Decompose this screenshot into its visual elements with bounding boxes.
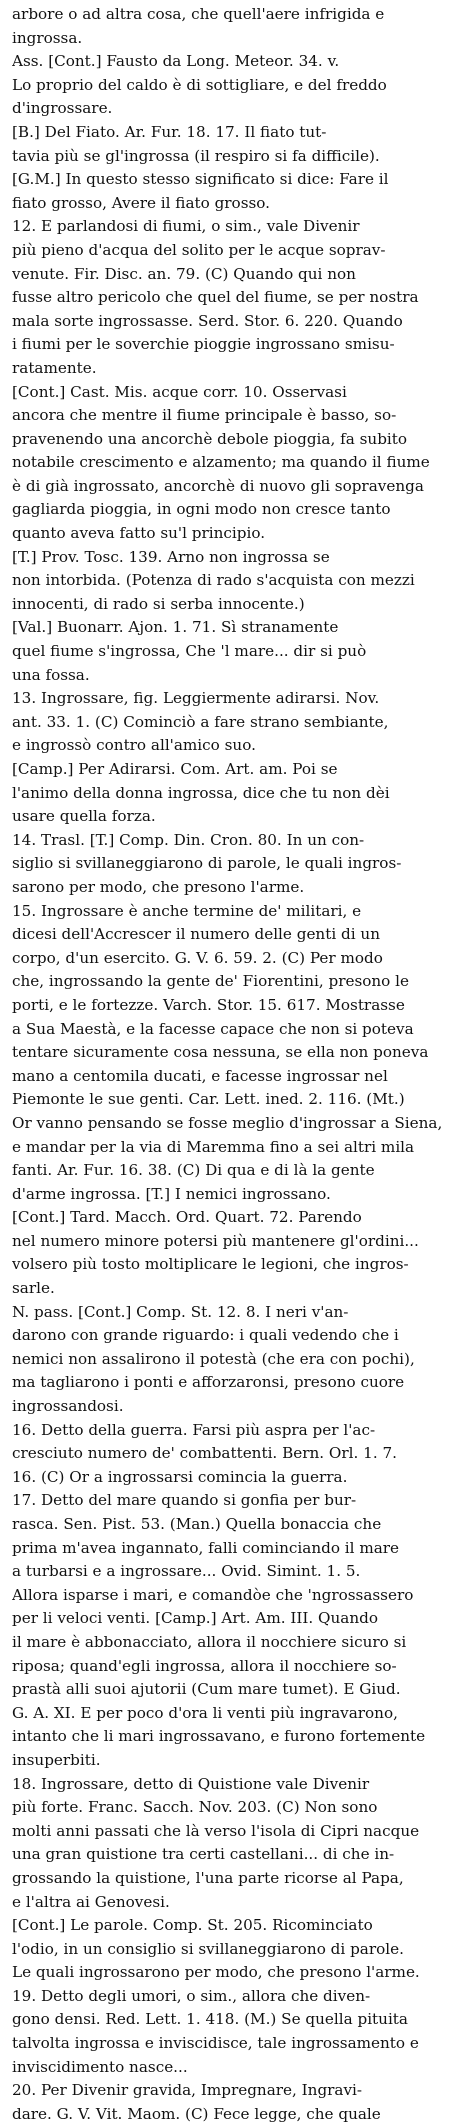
text-line: gono densi. Red. Lett. 1. 418. (M.) Se quella pituita (12, 2010, 408, 2029)
text-line: più pieno d'acqua del solito per le acque soprav- (12, 240, 386, 259)
text-line: [Val.] Buonarr. Ajon. 1. 71. Sì stranamente (12, 618, 339, 637)
text-line: più forte. Franc. Sacch. Nov. 203. (C) Non sono (12, 1798, 378, 1817)
text-line: cresciuto numero de' combattenti. Bern. Orl. 1. 7. (12, 1444, 397, 1463)
text-line: usare quella forza. (12, 807, 156, 826)
text-line: e mandar per la via di Maremma fino a sei altri mila (12, 1137, 415, 1156)
text-line: ratamente. (12, 358, 97, 377)
text-line: fusse altro pericolo che quel del fiume, se per nostra (12, 288, 419, 307)
text-line: che, ingrossando la gente de' Fiorentini, presono le (12, 972, 410, 991)
text-line: inviscidimento nasce... (12, 2057, 188, 2076)
text-line: riposa; quand'egli ingrossa, allora il nocchiere so- (12, 1656, 397, 1675)
text-line: Ass. [Cont.] Fausto da Long. Meteor. 34. v. (12, 52, 340, 71)
text-line: innocenti, di rado si serba innocente.) (12, 594, 305, 613)
text-line: quel fiume s'ingrossa, Che 'l mare... dir si può (12, 642, 367, 661)
text-line: i fiumi per le soverchie pioggie ingrossano smisu- (12, 335, 395, 354)
text-line: grossando la quistione, l'una parte ricorse al Papa, (12, 1868, 404, 1887)
text-line: mano a centomila ducati, e facesse ingrossar nel (12, 1066, 388, 1085)
text-line: 20. Per Divenir gravida, Impregnare, Ingravi- (12, 2081, 363, 2100)
text-line: una gran quistione tra certi castellani... di che in- (12, 1845, 395, 1864)
text-line: 17. Detto del mare quando si gonfia per bur- (12, 1491, 357, 1510)
text-line: siglio si svillaneggiarono di parole, le quali ingros- (12, 854, 402, 873)
text-line: Allora isparse i mari, e comandòe che 'ngrossassero (12, 1585, 414, 1604)
text-line: d'arme ingrossa. [T.] I nemici ingrossano. (12, 1184, 331, 1203)
text-line: nemici non assalirono il potestà (che era con pochi), (12, 1349, 415, 1368)
text-line: quanto aveva fatto su'l principio. (12, 524, 266, 543)
text-line: 18. Ingrossare, detto di Quistione vale Divenir (12, 1774, 370, 1793)
text-line: N. pass. [Cont.] Comp. St. 12. 8. I neri v'an- (12, 1302, 349, 1321)
text-line: 13. Ingrossare, fig. Leggiermente adirarsi. Nov. (12, 689, 380, 708)
text-line: d'ingrossare. (12, 99, 113, 118)
text-line: fanti. Ar. Fur. 16. 38. (C) Di qua e di là la gente (12, 1161, 375, 1180)
text-line: ingrossa. (12, 28, 83, 47)
text-line: sarle. (12, 1279, 55, 1298)
text-line: a turbarsi e a ingrossare... Ovid. Simint. 1. 5. (12, 1562, 361, 1581)
text-line: una fossa. (12, 665, 90, 684)
text-line: rasca. Sen. Pist. 53. (Man.) Quella bonaccia che (12, 1515, 382, 1533)
text-line: Le quali ingrossarono per modo, che presono l'arme. (12, 1963, 420, 1982)
text-line: 14. Trasl. [T.] Comp. Din. Cron. 80. In un con- (12, 830, 365, 849)
text-line: porti, e le fortezze. Varch. Stor. 15. 617. Mostrasse (12, 995, 405, 1014)
text-line: 15. Ingrossare è anche termine de' militari, e (12, 901, 362, 920)
text-line: darono con grande riguardo: i quali vedendo che i (12, 1326, 399, 1345)
text-line: Piemonte le sue genti. Car. Lett. ined. 2. 116. (Mt.) (12, 1090, 405, 1109)
text-line: arbore o ad altra cosa, che quell'aere infrigida e (12, 5, 385, 23)
text-line: fiato grosso, Avere il fiato grosso. (12, 193, 270, 212)
text-line: mala sorte ingrossasse. Serd. Stor. 6. 220. Quando (12, 311, 403, 330)
text-line: talvolta ingrossa e inviscidisce, tale ingrossamento e (12, 2034, 419, 2053)
text-line: ancora che mentre il fiume principale è basso, so- (12, 406, 397, 425)
text-line: notabile crescimento e alzamento; ma quando il fiume (12, 453, 430, 472)
text-line: e l'altra ai Genovesi. (12, 1892, 170, 1911)
text-line: ingrossandosi. (12, 1397, 124, 1416)
text-line: [Cont.] Cast. Mis. acque corr. 10. Osservasi (12, 382, 347, 401)
text-line: l'odio, in un consiglio si svillaneggiarono di parole. (12, 1939, 404, 1958)
text-line: tentare sicuramente cosa nessuna, se ella non poneva (12, 1043, 429, 1062)
text-line: per li veloci venti. [Camp.] Art. Am. III. Quando (12, 1609, 378, 1628)
text-line: [Cont.] Le parole. Comp. St. 205. Ricominciato (12, 1916, 373, 1935)
text-line: è di già ingrossato, ancorchè di nuovo gli sopravenga (12, 476, 424, 495)
text-line: volsero più tosto moltiplicare le legioni, che ingros- (12, 1255, 409, 1274)
text-line: [Camp.] Per Adirarsi. Com. Art. am. Poi se (12, 760, 338, 778)
text-line: 19. Detto degli umori, o sim., allora che diven- (12, 1986, 371, 2005)
text-line: venute. Fir. Disc. an. 79. (C) Quando qui non (12, 264, 356, 283)
text-line: [T.] Prov. Tosc. 139. Arno non ingrossa se (12, 547, 330, 566)
text-line: Or vanno pensando se fosse meglio d'ingrossar a Siena, (12, 1113, 443, 1132)
text-line: 12. E parlandosi di fiumi, o sim., vale Divenir (12, 217, 360, 236)
text-line: [Cont.] Tard. Macch. Ord. Quart. 72. Parendo (12, 1208, 362, 1227)
text-line: insuperbiti. (12, 1750, 101, 1769)
text-line: pravenendo una ancorchè debole pioggia, fa subito (12, 429, 408, 448)
text-line: nel numero minore potersi più mantenere gl'ordini... (12, 1231, 419, 1250)
text-line: ma tagliarono i ponti e afforzaronsi, presono cuore (12, 1373, 405, 1392)
text-line: il mare è abbonacciato, allora il nocchiere sicuro si (12, 1632, 407, 1651)
text-line: tavia più se gl'ingrossa (il respiro si fa difficile). (12, 146, 380, 165)
text-line: prastà alli suoi ajutorii (Cum mare tumet). E Giud. (12, 1680, 401, 1699)
text-line: non intorbida. (Potenza di rado s'acquista con mezzi (12, 571, 415, 590)
text-line: dare. G. V. Vit. Maom. (C) Fece legge, che quale (12, 2104, 381, 2123)
text-line: [G.M.] In questo stesso significato si dice: Fare il (12, 170, 389, 189)
text-line: dicesi dell'Accrescer il numero delle genti di un (12, 925, 380, 944)
text-line: Lo proprio del caldo è di sottigliare, e del freddo (12, 75, 387, 94)
text-line: intanto che li mari ingrossavano, e furono fortemente (12, 1727, 426, 1746)
text-line: ant. 33. 1. (C) Cominciò a fare strano sembiante, (12, 712, 389, 731)
text-line: G. A. XI. E per poco d'ora li venti più ingravarono, (12, 1703, 398, 1722)
text-line: e ingrossò contro all'amico suo. (12, 736, 256, 755)
text-line: 16. Detto della guerra. Farsi più aspra per l'ac- (12, 1420, 376, 1439)
text-line: corpo, d'un esercito. G. V. 6. 59. 2. (C) Per modo (12, 948, 383, 967)
text-line: sarono per modo, che presono l'arme. (12, 877, 305, 896)
text-line: [B.] Del Fiato. Ar. Fur. 18. 17. Il fiato tut- (12, 122, 327, 141)
text-line: l'animo della donna ingrossa, dice che tu non dèi (12, 783, 390, 802)
text-line: 16. (C) Or a ingrossarsi comincia la guerra. (12, 1467, 348, 1486)
text-line: a Sua Maestà, e la facesse capace che non si poteva (12, 1019, 414, 1038)
text-line: prima m'avea ingannato, falli cominciando il mare (12, 1538, 400, 1557)
text-line: gagliarda pioggia, in ogni modo non cresce tanto (12, 500, 391, 519)
text-line: molti anni passati che là verso l'isola di Cipri nacque (12, 1821, 420, 1840)
